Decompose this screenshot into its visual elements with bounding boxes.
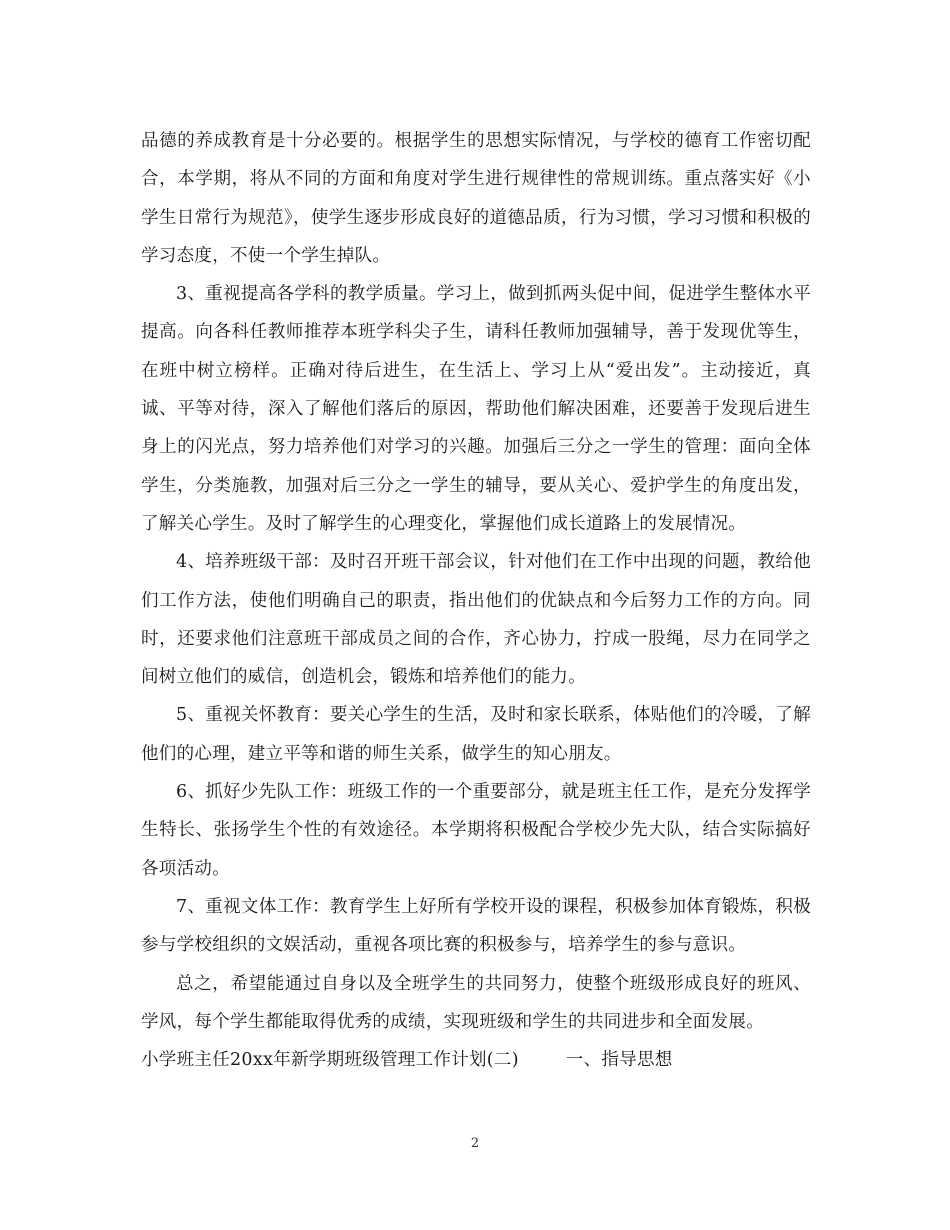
section-heading-line (141, 1041, 811, 1079)
document-body (141, 122, 811, 1079)
section-title: 小学班主任20xx年新学期班级管理工作计划(二) (141, 1050, 519, 1071)
paragraph-class-cadres: 4、培养班级干部：及时召开班干部会议，针对他们在工作中出现的问题，教给他们工作方法，使他们明确自己的职责，指出他们的优缺点和今后努力工作的方向。同时，还要求他们注意班干部成员之间的合作，齐心协力，拧成一股绳，尽力在同学之间树立他们的威信，创造机会，锻炼和培养他们的能力。 (141, 552, 811, 688)
paragraph-arts-sports: 7、重视文体工作：教育学生上好所有学校开设的课程，积极参加体育锻炼，积极参与学校组织的文娱活动，重视各项比赛的积极参与，培养学生的参与意识。 (141, 896, 811, 956)
paragraph-care-education: 5、重视关怀教育：要关心学生的生活，及时和家长联系，体贴他们的冷暖，了解他们的心理，建立平等和谐的师生关系，做学生的知心朋友。 (141, 705, 811, 764)
paragraph-moral-education: 品德的养成教育是十分必要的。根据学生的思想实际情况，与学校的德育工作密切配合，本学期，将从不同的方面和角度对学生进行规律性的常规训练。重点落实好《小学生日常行为规范》，使学生逐步形成良好的道德品质，行为习惯，学习习惯和积极的学习态度，不使一个学生掉队。 (141, 131, 811, 266)
page-number: 2 (470, 1136, 480, 1151)
paragraph-teaching-quality: 3、重视提高各学科的教学质量。学习上，做到抓两头促中间，促进学生整体水平提高。向各科任教师推荐本班学科尖子生，请科任教师加强辅导，善于发现优等生，在班中树立榜样。正确对待后进生，在生活上、学习上从“爱出发”。主动接近，真诚、平等对待，深入了解他们落后的原因，帮助他们解决困难，还要善于发现后进生身上的闪光点，努力培养他们对学习的兴趣。加强后三分之一学生的管理：面向全体学生，分类施教，加强对后三分之一学生的辅导，要从关心、爱护学生的角度出发，了解关心学生。及时了解学生的心理变化，掌握他们成长道路上的发展情况。 (141, 284, 811, 534)
paragraph-young-pioneers: 6、抓好少先队工作：班级工作的一个重要部分，就是班主任工作，是充分发挥学生特长、张扬学生个性的有效途径。本学期将积极配合学校少先大队，结合实际搞好各项活动。 (141, 782, 811, 879)
section-subtitle: 一、指导思想 (565, 1050, 673, 1071)
paragraph-conclusion: 总之，希望能通过自身以及全班学生的共同努力，使整个班级形成良好的班风、学风，每个学生都能取得优秀的成绩，实现班级和学生的共同进步和全面发展。 (141, 973, 811, 1032)
